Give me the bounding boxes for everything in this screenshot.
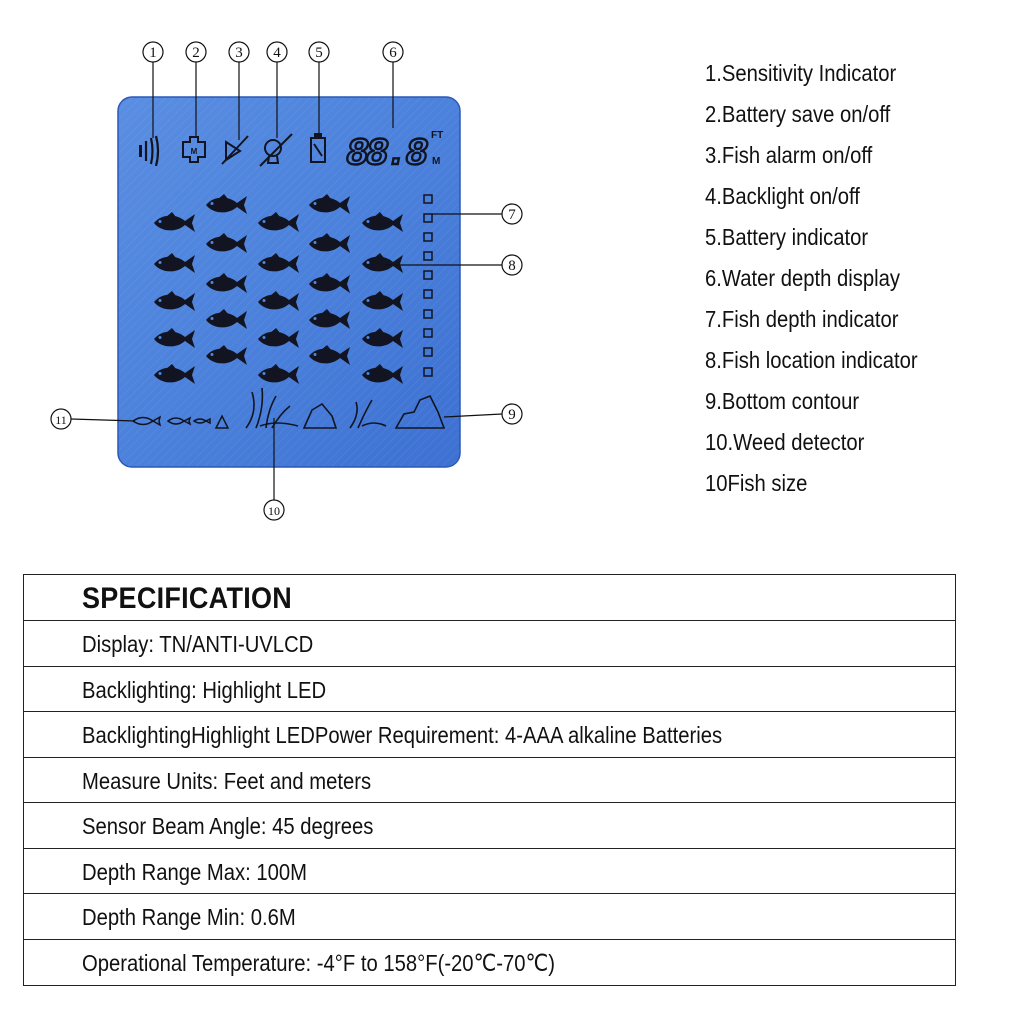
legend-item: 6.Water depth display	[705, 265, 901, 291]
callout-2: 2	[192, 45, 200, 61]
depth-unit-ft: FT	[431, 130, 444, 141]
legend-item: 9.Bottom contour	[705, 388, 860, 414]
legend-item: 7.Fish depth indicator	[705, 306, 899, 332]
spec-row-text: Depth Range Min: 0.6M	[82, 904, 296, 930]
legend-item: 3.Fish alarm on/off	[705, 142, 873, 168]
legend-item: 8.Fish location indicator	[705, 347, 918, 373]
spec-row-text: BacklightingHighlight LEDPower Requirement: 4-AAA alkaline Batteries	[82, 722, 723, 748]
spec-row-text: Measure Units: Feet and meters	[82, 767, 372, 794]
depth-digits: 88.8	[346, 133, 426, 176]
legend-item: 1.Sensitivity Indicator	[705, 60, 897, 86]
spec-row	[24, 667, 955, 713]
legend-list	[705, 56, 947, 507]
legend-item: 4.Backlight on/off	[705, 183, 860, 209]
callout-9: 9	[508, 407, 516, 423]
spec-row	[24, 621, 955, 667]
callout-5: 5	[315, 45, 323, 61]
spec-row-text: Sensor Beam Angle: 45 degrees	[82, 813, 374, 839]
callout-8: 8	[508, 258, 516, 274]
spec-title-text: SPECIFICATION	[82, 582, 293, 615]
spec-row	[24, 803, 955, 849]
spec-row	[24, 894, 955, 940]
specification-table	[23, 574, 956, 986]
callout-10: 10	[268, 504, 280, 518]
spec-row	[24, 758, 955, 804]
callout-11: 11	[55, 413, 67, 427]
depth-unit-m: M	[432, 156, 441, 167]
spec-title	[24, 575, 955, 621]
spec-row-text: Display: TN/ANTI-UVLCD	[82, 631, 314, 657]
legend-item: 5.Battery indicator	[705, 224, 869, 250]
spec-row-text: Operational Temperature: -4°F to 158°F(-20℃-70℃)	[82, 949, 556, 976]
spec-row-text: Backlighting: Highlight LED	[82, 676, 327, 703]
spec-row	[24, 940, 955, 986]
callout-3: 3	[235, 45, 243, 61]
spec-row	[24, 849, 955, 895]
callout-1: 1	[149, 45, 157, 61]
spec-row	[24, 712, 955, 758]
spec-row-text: Depth Range Max: 100M	[82, 858, 308, 885]
legend-item: 2.Battery save on/off	[705, 101, 891, 127]
legend-item: 10.Weed detector	[705, 429, 865, 455]
legend-item: 10Fish size	[705, 470, 808, 496]
callout-7: 7	[508, 207, 516, 223]
lcd-diagram	[0, 0, 540, 540]
callout-4: 4	[273, 45, 281, 61]
battery-save-mark: M	[190, 147, 198, 156]
callout-6: 6	[389, 45, 397, 61]
